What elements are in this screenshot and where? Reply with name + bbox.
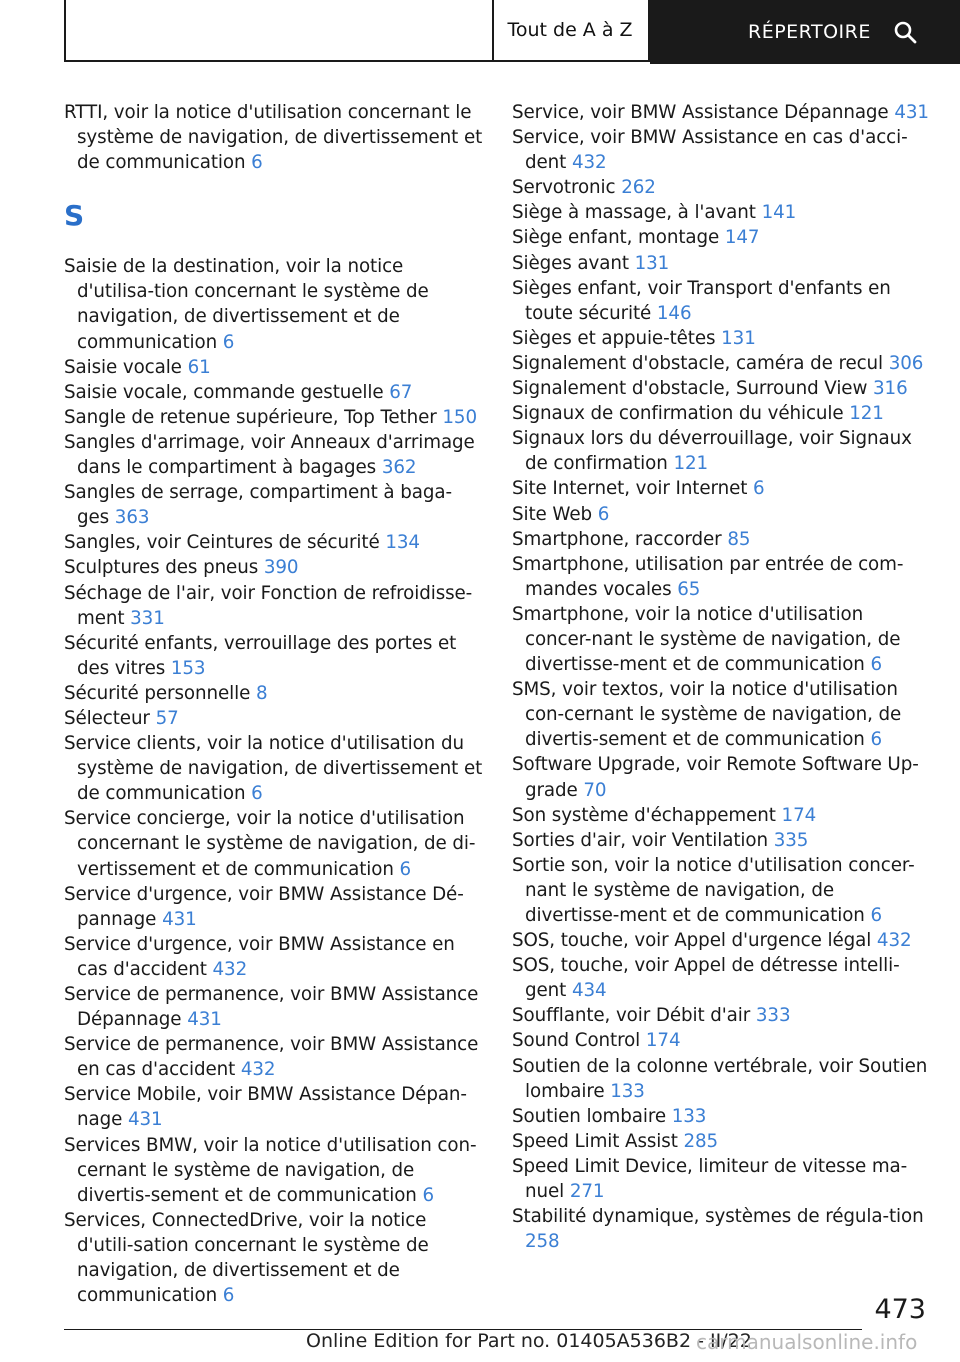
index-entry-page-link[interactable]: 6 [422,1184,435,1206]
index-entry [64,555,484,580]
index-entry-page-link[interactable]: 6 [251,152,263,174]
index-entry [64,1208,484,1308]
index-entry-page-link[interactable]: 70 [583,779,607,801]
index-entry-text: Sangle de retenue supérieure, Top Tether [64,406,437,428]
index-entry-text: Sièges avant [512,252,629,274]
index-entry [64,405,484,430]
index-entry-page-link[interactable]: 6 [870,905,883,926]
index-entry-page-link[interactable]: 85 [727,528,751,550]
index-entry-text: Sécurité personnelle [64,682,251,704]
index-entry-text: Service Mobile, voir BMW Assistance Dépan-nage [64,1084,467,1131]
index-entry [512,828,932,853]
index-entry [64,530,484,555]
index-entry-page-link[interactable]: 57 [155,707,179,729]
index-entry-page-link[interactable]: 258 [525,1231,560,1253]
index-entry-text: Servotronic [512,177,616,199]
index-entry-text: Saisie vocale, commande gestuelle [64,381,384,403]
header-blank-tab [64,0,494,62]
index-entry-text: SMS, voir textos, voir la notice d'utilisation con-cernant le système de navigation, de divertis-sement et de communication [512,679,902,751]
index-entry [512,502,932,527]
index-entry-text: Siège à massage, à l'avant [512,202,756,224]
index-entry [512,276,932,326]
index-entry-text: Signalement d'obstacle, Surround View [512,378,868,400]
index-entry [64,631,484,681]
index-entry-text: Soufflante, voir Débit d'air [512,1005,751,1027]
index-column-right [512,100,932,1254]
index-entry-page-link[interactable]: 331 [130,607,165,629]
page-number: 473 [874,1294,926,1325]
index-entry-text: Site Internet, voir Internet [512,478,748,500]
index-entry-page-link[interactable]: 431 [162,908,197,930]
index-entry-text: Sorties d'air, voir Ventilation [512,829,768,851]
index-entry [512,602,932,677]
index-entry [512,326,932,351]
index-entry-page-link[interactable]: 141 [761,202,797,224]
index-entry [512,752,932,802]
index-entry-page-link[interactable]: 6 [870,729,883,751]
index-entry-text: Services BMW, voir la notice d'utilisation con-cernant le système de navigation, de divertis-sement et de communication [64,1134,477,1206]
index-entry [64,706,484,731]
index-entry-text: Sécurité enfants, verrouillage des portes et des vitres [64,632,457,679]
index-entry-text: Service concierge, voir la notice d'utilisation concernant le système de navigation, de di-vertissement et de communication [64,808,476,880]
index-entry-text: Sculptures des pneus [64,557,259,579]
index-entry-page-link[interactable]: 390 [263,557,299,579]
index-entry-text: Sélecteur [64,707,150,729]
index-entry-text: Sound Control [512,1030,641,1052]
index-entry-page-link[interactable]: 133 [610,1080,645,1102]
index-entry-text: Smartphone, voir la notice d'utilisation concer-nant le système de navigation, de divertisse-ment et de communication [512,603,901,676]
index-entry-text: Sortie son, voir la notice d'utilisation concer-nant le système de navigation, de divertisse-ment et de communication [512,854,915,926]
index-entry [512,225,932,250]
index-entry-page-link[interactable]: 65 [677,578,701,600]
tab-a-to-z-label: Tout de A à Z [507,19,633,41]
tab-a-to-z[interactable] [492,0,650,62]
index-entry-text: Smartphone, raccorder [512,528,722,550]
index-entry-page-link[interactable]: 432 [876,930,912,952]
index-entry-page-link[interactable]: 431 [127,1109,163,1131]
index-entry [512,1129,932,1154]
index-entry-text: Smartphone, utilisation par entrée de com-mandes vocales [512,553,904,600]
index-entry-page-link[interactable]: 271 [569,1181,605,1203]
index-entry-page-link[interactable]: 146 [656,302,692,324]
index-entry [512,351,932,376]
index-entry [512,1054,932,1104]
index-entry [64,731,484,806]
index-entry [512,200,932,225]
index-entry-text: Signalement d'obstacle, caméra de recul [512,352,884,374]
index-entry-text: Sangles d'arrimage, voir Anneaux d'arrimage dans le compartiment à bagages [64,431,475,479]
index-entry-page-link[interactable]: 316 [873,378,908,400]
index-entry-page-link[interactable]: 306 [888,352,924,374]
index-entry-page-link[interactable]: 131 [634,252,670,274]
index-entry-text: Saisie de la destination, voir la notice d'utilisa-tion concernant le système de navigation, de divertissement et de communication [64,256,429,353]
index-entry-text: RTTI, voir la notice d'utilisation concernant le système de navigation, de divertissement et de communication [64,102,483,174]
index-entry-page-link[interactable]: 6 [870,654,883,676]
index-entry-page-link[interactable]: 150 [442,406,477,428]
index-entry-page-link[interactable]: 67 [389,381,413,403]
index-entry-text: Service, voir BMW Assistance en cas d'acci-dent [512,127,908,174]
index-entry-page-link[interactable]: 431 [187,1009,222,1031]
index-entry [64,480,484,530]
index-entry-page-link[interactable]: 434 [571,980,607,1002]
index-entry [512,1028,932,1053]
search-icon[interactable] [893,20,917,44]
index-entry-text: Siège enfant, montage [512,227,720,249]
index-entry-page-link[interactable]: 121 [849,403,884,425]
index-entry [512,125,932,175]
index-entry-text: Saisie vocale [64,356,182,378]
index-entry-page-link[interactable]: 6 [753,478,765,500]
index-entry-page-link[interactable]: 285 [683,1130,719,1152]
index-entry-page-link[interactable]: 174 [781,804,817,826]
index-entry [512,401,932,426]
index-entry [512,100,932,125]
index-entry [64,254,484,354]
index-entry [512,175,932,200]
index-entry [512,1003,932,1028]
index-entry [512,1154,932,1204]
index-entry-page-link[interactable]: 432 [212,958,248,980]
index-entry-page-link[interactable]: 121 [673,453,709,475]
index-entry-text: Site Web [512,503,592,525]
index-entry-text: Service, voir BMW Assistance Dépannage [512,102,889,123]
index-entry [512,1204,932,1254]
index-entry [64,581,484,631]
index-entry [512,426,932,476]
index-entry-page-link[interactable]: 363 [114,507,150,529]
index-entry [64,1133,484,1208]
index-entry-page-link[interactable]: 6 [597,503,610,525]
index-entry [64,681,484,706]
index-entry-text: Soutien de la colonne vertébrale, voir Soutien lombaire [512,1055,928,1102]
index-entry [512,376,932,401]
index-entry [64,1032,484,1082]
index-entry [512,552,932,602]
index-entry-page-link[interactable]: 153 [170,657,206,679]
index-entry [64,882,484,932]
index-entry-text: Sangles, voir Ceintures de sécurité [64,532,380,554]
index-entry-page-link[interactable]: 131 [721,327,756,349]
index-entry-text: SOS, touche, voir Appel de détresse intelli-gent [512,955,900,1002]
index-entry [512,1104,932,1129]
index-entry-page-link[interactable]: 362 [381,457,417,479]
index-entry [512,527,932,552]
index-entry-text: Services, ConnectedDrive, voir la notice d'utili-sation concernant le système de navigation, de divertissement et de communication [64,1209,429,1307]
index-entry-text: Speed Limit Device, limiteur de vitesse ma-nuel [512,1155,908,1203]
index-entry-page-link[interactable]: 134 [385,532,420,554]
index-entry [512,677,932,752]
index-entry-text: Soutien lombaire [512,1105,666,1127]
index-entry-text: Service de permanence, voir BMW Assistance en cas d'accident [64,1034,479,1081]
index-entry-page-link[interactable]: 432 [240,1059,276,1081]
index-entry-text: Sièges enfant, voir Transport d'enfants en toute sécurité [512,277,891,324]
index-entry-page-link[interactable]: 431 [894,102,929,123]
index-entry-text: Signaux de confirmation du véhicule [512,403,844,425]
index-entry [64,100,484,175]
index-entry-page-link[interactable]: 6 [222,331,235,353]
index-entry [512,803,932,828]
index-entry [64,982,484,1032]
index-entry-page-link[interactable]: 333 [755,1005,791,1027]
watermark: carmanualsonline.info [696,1330,918,1354]
index-entry [64,380,484,405]
index-entry-text: Stabilité dynamique, systèmes de régula-tion [512,1206,924,1228]
index-entry-text: Séchage de l'air, voir Fonction de refroidisse-ment [64,582,473,629]
index-entry-page-link[interactable]: 6 [399,858,412,880]
index-entry [512,928,932,953]
index-entry [512,476,932,501]
index-entry-page-link[interactable]: 6 [251,783,263,805]
index-column-left [64,100,484,1308]
tab-repertoire[interactable] [650,0,960,64]
index-entry-text: Signaux lors du déverrouillage, voir Signaux de confirmation [512,428,912,475]
index-entry-page-link[interactable]: 61 [187,356,211,378]
index-entry-text: Service d'urgence, voir BMW Assistance en cas d'accident [64,933,455,980]
index-entry [64,1082,484,1132]
header-tabs [0,0,960,64]
index-entry-page-link[interactable]: 432 [571,152,607,174]
index-entry-text: Son système d'échappement [512,804,776,826]
index-entry [64,430,484,480]
index-entry-text: Sangles de serrage, compartiment à baga-ges [64,482,452,529]
index-entry-text: SOS, touche, voir Appel d'urgence légal [512,930,872,952]
index-entry-text: Service d'urgence, voir BMW Assistance Dé-pannage [64,883,464,930]
index-entry-page-link[interactable]: 262 [621,177,656,199]
index-entry [64,806,484,881]
index-entry-page-link[interactable]: 335 [773,829,809,851]
index-entry-text: Sièges et appuie-têtes [512,327,716,349]
section-letter: S [64,199,85,233]
index-entry-page-link[interactable]: 8 [255,682,268,704]
index-entry [512,251,932,276]
index-entry-text: Service de permanence, voir BMW Assistance Dépannage [64,984,479,1031]
index-entry [64,932,484,982]
index-entry-page-link[interactable]: 133 [671,1105,707,1127]
index-entry-page-link[interactable]: 174 [645,1030,681,1052]
edition-text: Online Edition for Part no. 01405A536B2 - II/22 [306,1330,752,1352]
index-entry [64,355,484,380]
index-entry-page-link[interactable]: 147 [724,227,760,249]
index-entry [512,853,932,928]
index-entry [512,953,932,1003]
index-entry-text: Service clients, voir la notice d'utilisation du système de navigation, de divertissement et de communication [64,733,483,805]
tab-repertoire-label: RÉPERTOIRE [748,21,871,43]
index-entry-text: Software Upgrade, voir Remote Software Up-grade [512,754,919,801]
index-entry-text: Speed Limit Assist [512,1130,678,1152]
index-entry-page-link[interactable]: 6 [222,1285,235,1307]
